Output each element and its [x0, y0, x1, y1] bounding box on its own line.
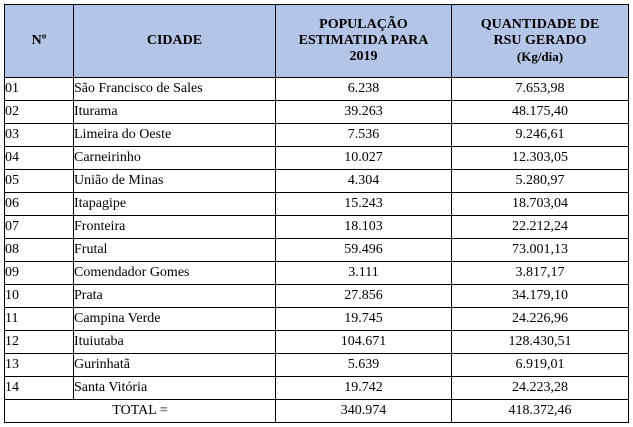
row-number: 01: [5, 78, 74, 101]
table-row: [5, 124, 629, 147]
header-population-line3: 2019: [349, 49, 378, 64]
header-rsu-line1: QUANTIDADE DE: [480, 17, 600, 32]
row-number: 03: [5, 124, 74, 147]
row-population: 7.536: [276, 124, 452, 147]
rsu-table: [4, 4, 629, 423]
header-rsu-line2: RSU GERADO: [493, 33, 587, 48]
table-row: [5, 170, 629, 193]
table-row: [5, 193, 629, 216]
row-population: 5.639: [276, 354, 452, 377]
row-city: Itapagipe: [74, 193, 276, 216]
row-population: 59.496: [276, 239, 452, 262]
row-number: 07: [5, 216, 74, 239]
table-row: [5, 101, 629, 124]
row-rsu: 5.280,97: [452, 170, 629, 193]
row-city: Fronteira: [74, 216, 276, 239]
row-rsu: 34.179,10: [452, 285, 629, 308]
table-row: [5, 147, 629, 170]
row-rsu: 3.817,17: [452, 262, 629, 285]
row-population: 4.304: [276, 170, 452, 193]
row-rsu: 24.223,28: [452, 377, 629, 400]
row-rsu: 24.226,96: [452, 308, 629, 331]
row-number: 05: [5, 170, 74, 193]
row-rsu: 12.303,05: [452, 147, 629, 170]
row-city: Limeira do Oeste: [74, 124, 276, 147]
row-population: 19.745: [276, 308, 452, 331]
total-population: 340.974: [276, 400, 452, 423]
row-city: Iturama: [74, 101, 276, 124]
header-row: [5, 5, 629, 78]
header-population-line1: POPULAÇÃO: [319, 17, 408, 32]
row-number: 08: [5, 239, 74, 262]
header-rsu-line3: (Kg/dia): [516, 49, 564, 64]
table-row: [5, 262, 629, 285]
table-row: [5, 308, 629, 331]
row-number: 09: [5, 262, 74, 285]
row-number: 10: [5, 285, 74, 308]
header-number: Nº: [5, 5, 74, 78]
row-rsu: 48.175,40: [452, 101, 629, 124]
row-rsu: 128.430,51: [452, 331, 629, 354]
table-row: [5, 285, 629, 308]
row-number: 02: [5, 101, 74, 124]
row-rsu: 22.212,24: [452, 216, 629, 239]
row-population: 15.243: [276, 193, 452, 216]
row-city: Ituiutaba: [74, 331, 276, 354]
row-city: São Francisco de Sales: [74, 78, 276, 101]
total-rsu: 418.372,46: [452, 400, 629, 423]
row-city: Santa Vitória: [74, 377, 276, 400]
table-row: [5, 216, 629, 239]
row-number: 06: [5, 193, 74, 216]
total-label: TOTAL =: [5, 400, 276, 423]
row-population: 18.103: [276, 216, 452, 239]
row-population: 10.027: [276, 147, 452, 170]
row-city: União de Minas: [74, 170, 276, 193]
row-city: Gurinhatã: [74, 354, 276, 377]
row-number: 11: [5, 308, 74, 331]
header-rsu: [452, 5, 629, 78]
row-population: 39.263: [276, 101, 452, 124]
row-population: 19.742: [276, 377, 452, 400]
row-number: 14: [5, 377, 74, 400]
row-rsu: 6.919,01: [452, 354, 629, 377]
row-rsu: 73.001,13: [452, 239, 629, 262]
row-city: Frutal: [74, 239, 276, 262]
row-population: 6.238: [276, 78, 452, 101]
table-row: [5, 78, 629, 101]
row-city: Comendador Gomes: [74, 262, 276, 285]
row-city: Carneirinho: [74, 147, 276, 170]
table-row: [5, 354, 629, 377]
row-number: 13: [5, 354, 74, 377]
header-city: CIDADE: [74, 5, 276, 78]
row-population: 104.671: [276, 331, 452, 354]
table-row: [5, 331, 629, 354]
table-row: [5, 377, 629, 400]
row-rsu: 7.653,98: [452, 78, 629, 101]
row-population: 3.111: [276, 262, 452, 285]
row-rsu: 18.703,04: [452, 193, 629, 216]
header-population: [276, 5, 452, 78]
row-city: Campina Verde: [74, 308, 276, 331]
row-population: 27.856: [276, 285, 452, 308]
row-city: Prata: [74, 285, 276, 308]
total-row: [5, 400, 629, 423]
row-number: 04: [5, 147, 74, 170]
table-row: [5, 239, 629, 262]
row-number: 12: [5, 331, 74, 354]
row-rsu: 9.246,61: [452, 124, 629, 147]
header-population-line2: ESTIMATIDA PARA: [298, 33, 429, 48]
